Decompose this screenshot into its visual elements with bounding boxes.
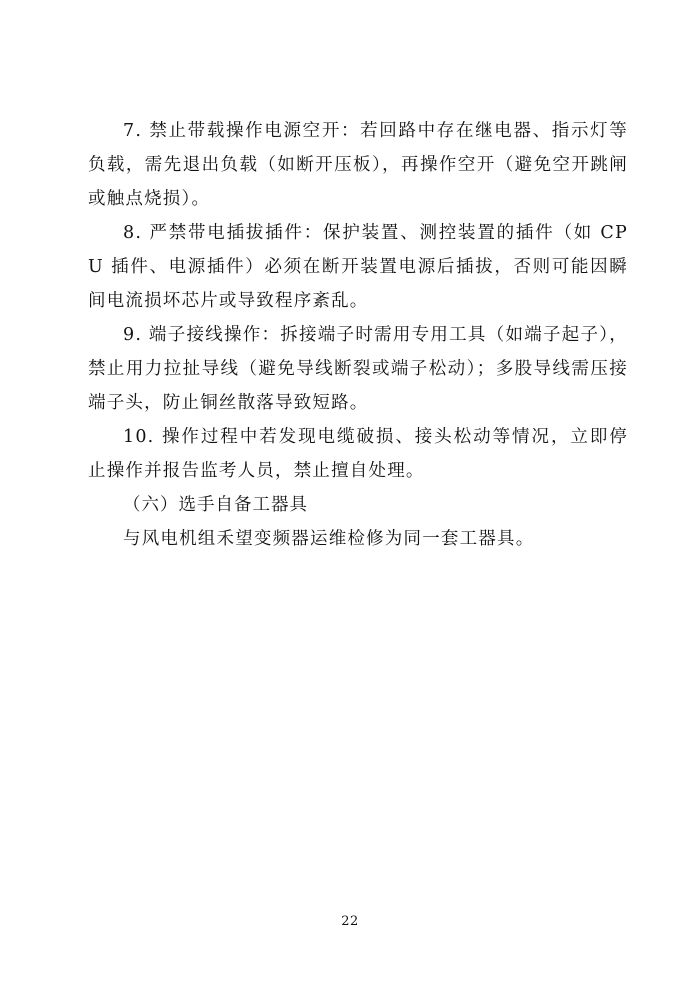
paragraph-item-9: 9. 端子接线操作：拆接端子时需用专用工具（如端子起子），禁止用力拉扯导线（避免导线断裂或端子松动）；多股导线需压接端子头，防止铜丝散落导致短路。	[88, 325, 628, 413]
paragraph-item-7: 7. 禁止带载操作电源空开：若回路中存在继电器、指示灯等负载，需先退出负载（如断开压板），再操作空开（避免空开跳闸或触点烧损）。	[88, 121, 628, 209]
document-body	[88, 114, 628, 556]
section-heading: （六）选手自备工器具	[123, 495, 308, 515]
section-body: 与风电机组禾望变频器运维检修为同一套工器具。	[123, 529, 535, 549]
paragraph-item-8: 8. 严禁带电插拔插件：保护装置、测控装置的插件（如 CPU 插件、电源插件）必须在断开装置电源后插拔，否则可能因瞬间电流损坏芯片或导致程序紊乱。	[88, 223, 628, 311]
paragraph-item-10: 10. 操作过程中若发现电缆破损、接头松动等情况，立即停止操作并报告监考人员，禁止擅自处理。	[88, 427, 628, 481]
page-number: 22	[341, 914, 359, 929]
